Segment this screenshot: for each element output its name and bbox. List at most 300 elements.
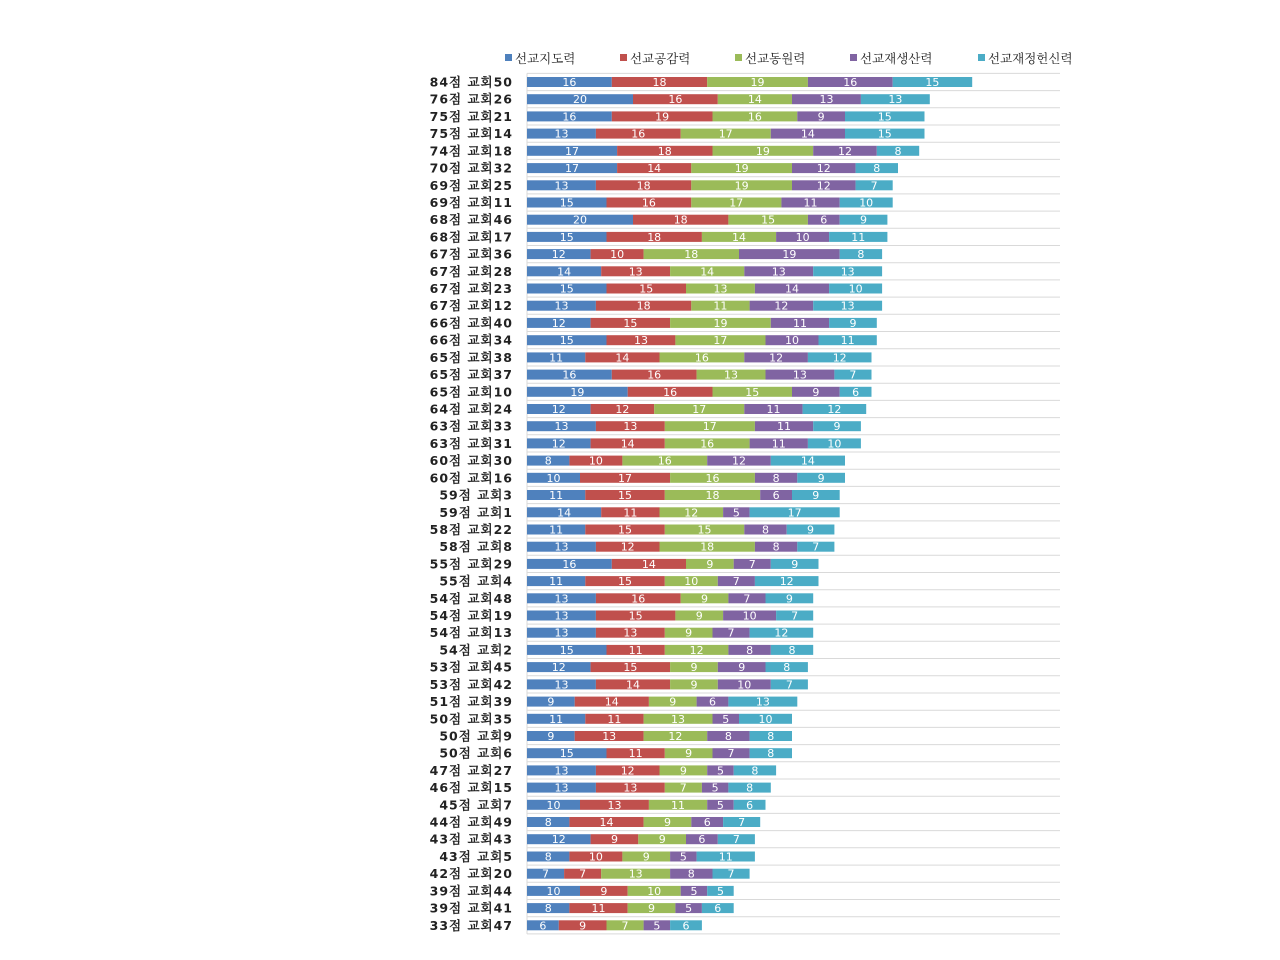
legend-label: 선교재생산력 — [860, 51, 933, 66]
data-label: 15 — [761, 213, 776, 227]
data-label: 7 — [785, 678, 793, 692]
data-label: 15 — [559, 334, 574, 348]
legend-label: 선교재정헌신력 — [988, 51, 1073, 66]
category-label: 43점 교회43 — [429, 831, 513, 847]
data-label: 9 — [817, 471, 825, 485]
category-label: 58점 교회22 — [429, 522, 513, 537]
data-label: 7 — [791, 609, 799, 623]
data-label: 15 — [925, 76, 940, 89]
data-label: 7 — [732, 833, 740, 847]
category-label: 39점 교회44 — [429, 883, 513, 899]
category-label: 42점 교회20 — [429, 866, 513, 882]
data-label: 10 — [588, 850, 603, 864]
category-label: 44점 교회49 — [429, 814, 513, 830]
data-label: 10 — [785, 334, 799, 348]
data-label: 13 — [554, 678, 569, 692]
data-label: 8 — [687, 867, 695, 881]
category-label: 46점 교회15 — [429, 780, 513, 796]
category-label: 54점 교회2 — [439, 642, 513, 658]
data-label: 13 — [554, 127, 569, 141]
data-label: 11 — [718, 850, 733, 864]
data-label: 11 — [549, 489, 564, 502]
data-label: 10 — [588, 454, 603, 468]
category-label: 60점 교회30 — [429, 453, 513, 469]
legend-label: 선교지도력 — [515, 51, 576, 66]
data-label: 13 — [888, 93, 903, 107]
category-label: 67점 교회23 — [429, 281, 513, 296]
category-label: 70점 교회32 — [429, 160, 513, 176]
data-label: 7 — [727, 867, 735, 881]
data-label: 8 — [544, 816, 552, 829]
data-label: 8 — [894, 144, 902, 158]
data-label: 16 — [562, 368, 577, 382]
category-label: 64점 교회24 — [429, 401, 513, 417]
data-label: 13 — [840, 299, 855, 313]
data-label: 8 — [724, 730, 732, 743]
data-label: 13 — [554, 299, 569, 313]
data-label: 12 — [684, 506, 699, 520]
data-label: 17 — [713, 334, 728, 348]
data-label: 6 — [682, 919, 690, 933]
data-label: 12 — [779, 575, 794, 589]
data-label: 12 — [615, 403, 630, 416]
data-label: 11 — [840, 334, 855, 348]
data-label: 13 — [554, 420, 569, 434]
data-label: 13 — [554, 781, 569, 795]
data-label: 11 — [628, 747, 643, 761]
data-label: 11 — [549, 523, 564, 537]
data-label: 5 — [679, 850, 687, 864]
data-label: 9 — [669, 695, 677, 709]
category-label: 60점 교회16 — [429, 470, 513, 486]
category-label: 53점 교회45 — [429, 659, 513, 675]
data-label: 14 — [800, 127, 815, 141]
category-label: 39점 교회41 — [429, 900, 513, 916]
category-label: 55점 교회4 — [439, 573, 513, 589]
data-label: 13 — [771, 265, 786, 279]
data-label: 13 — [755, 695, 770, 709]
data-label: 16 — [668, 93, 683, 107]
category-label: 63점 교회31 — [429, 435, 513, 451]
data-label: 12 — [816, 162, 831, 176]
data-label: 11 — [591, 902, 606, 916]
data-label: 13 — [623, 781, 638, 795]
category-label: 59점 교회3 — [439, 487, 513, 503]
data-label: 13 — [623, 420, 638, 434]
data-label: 14 — [620, 437, 635, 451]
data-label: 16 — [562, 110, 577, 124]
data-label: 5 — [717, 884, 724, 898]
data-label: 15 — [618, 575, 632, 589]
category-label: 67점 교회36 — [429, 246, 513, 262]
data-label: 12 — [816, 179, 831, 193]
data-label: 15 — [628, 609, 643, 623]
data-label: 17 — [729, 196, 744, 210]
data-label: 12 — [769, 351, 784, 365]
data-label: 13 — [840, 265, 855, 279]
data-label: 12 — [551, 403, 566, 416]
data-label: 9 — [664, 816, 671, 829]
data-label: 12 — [832, 351, 847, 365]
data-label: 8 — [762, 523, 769, 537]
data-label: 18 — [636, 299, 651, 313]
data-label: 10 — [848, 282, 863, 296]
data-label: 16 — [562, 76, 577, 89]
data-label: 8 — [544, 454, 552, 468]
data-label: 7 — [812, 540, 820, 554]
data-label: 15 — [697, 523, 712, 537]
data-label: 7 — [870, 179, 878, 193]
data-label: 13 — [554, 179, 569, 193]
data-label: 8 — [788, 643, 796, 657]
category-label: 33점 교회47 — [429, 917, 513, 933]
data-label: 15 — [745, 385, 760, 399]
data-label: 14 — [785, 282, 799, 296]
data-label: 19 — [782, 248, 797, 262]
data-label: 15 — [618, 523, 632, 537]
category-label: 63점 교회33 — [429, 418, 513, 434]
data-label: 10 — [647, 884, 662, 898]
data-label: 13 — [792, 368, 807, 382]
data-label: 9 — [600, 884, 608, 898]
category-label: 76점 교회26 — [429, 91, 513, 107]
legend-label: 선교동원력 — [745, 51, 806, 66]
data-label: 20 — [573, 93, 587, 107]
data-label: 10 — [546, 471, 561, 485]
data-label: 19 — [734, 162, 749, 176]
data-label: 16 — [694, 351, 709, 365]
data-label: 9 — [658, 833, 666, 847]
data-label: 10 — [610, 248, 625, 262]
data-label: 13 — [607, 798, 622, 812]
legend-swatch — [850, 54, 857, 61]
data-label: 15 — [877, 110, 892, 124]
data-label: 6 — [698, 833, 706, 847]
category-label: 66점 교회34 — [429, 332, 513, 348]
data-label: 15 — [559, 643, 574, 657]
data-label: 17 — [718, 127, 733, 141]
data-label: 13 — [634, 334, 648, 348]
data-label: 14 — [800, 454, 815, 468]
data-label: 14 — [557, 265, 572, 279]
data-label: 5 — [722, 712, 730, 726]
legend-swatch — [978, 54, 985, 61]
data-label: 7 — [727, 747, 735, 761]
data-label: 11 — [793, 316, 807, 330]
category-label: 55점 교회29 — [429, 556, 513, 572]
data-label: 9 — [685, 747, 693, 761]
category-label: 68점 교회17 — [429, 229, 513, 245]
category-label: 51점 교회39 — [429, 694, 513, 710]
data-label: 14 — [604, 695, 619, 709]
data-label: 13 — [819, 93, 834, 107]
data-label: 13 — [554, 626, 569, 640]
data-label: 18 — [700, 540, 715, 554]
data-label: 7 — [732, 575, 740, 589]
data-label: 9 — [611, 833, 618, 847]
data-label: 12 — [620, 540, 635, 554]
category-label: 75점 교회14 — [429, 126, 513, 142]
data-label: 14 — [615, 351, 630, 365]
data-label: 9 — [547, 730, 555, 743]
data-label: 15 — [559, 747, 574, 761]
data-label: 12 — [551, 661, 566, 675]
data-label: 9 — [648, 902, 655, 916]
data-label: 5 — [732, 506, 740, 520]
data-label: 13 — [554, 540, 569, 554]
category-label: 43점 교회5 — [439, 849, 513, 864]
data-label: 7 — [727, 626, 735, 640]
category-label: 50점 교회9 — [439, 728, 513, 744]
data-label: 14 — [626, 678, 640, 692]
category-label: 84점 교회50 — [429, 74, 513, 90]
category-label: 69점 교회11 — [429, 195, 513, 210]
data-label: 16 — [843, 76, 858, 89]
data-label: 11 — [851, 230, 866, 244]
data-label: 18 — [673, 213, 688, 227]
data-label: 14 — [700, 265, 715, 279]
data-label: 13 — [554, 609, 569, 623]
data-label: 8 — [783, 661, 791, 675]
category-label: 54점 교회13 — [429, 625, 513, 641]
data-label: 9 — [690, 661, 698, 675]
data-label: 9 — [860, 213, 867, 227]
data-label: 16 — [641, 196, 656, 210]
category-label: 58점 교회8 — [439, 539, 513, 555]
data-label: 19 — [734, 179, 749, 193]
data-label: 11 — [549, 575, 564, 589]
data-label: 8 — [767, 747, 775, 761]
data-label: 6 — [772, 489, 780, 502]
data-label: 11 — [777, 420, 791, 434]
data-label: 8 — [544, 850, 552, 864]
category-labels — [430, 75, 513, 933]
data-label: 10 — [742, 609, 757, 623]
data-label: 18 — [636, 179, 651, 193]
data-label: 7 — [679, 781, 687, 795]
data-label: 10 — [795, 230, 810, 244]
data-label: 13 — [623, 626, 638, 640]
data-label: 12 — [827, 403, 842, 416]
data-label: 11 — [713, 299, 728, 313]
data-label: 18 — [647, 230, 662, 244]
data-label: 6 — [852, 385, 860, 399]
category-label: 54점 교회19 — [429, 608, 513, 623]
data-label: 11 — [549, 712, 564, 726]
data-label: 11 — [771, 437, 786, 451]
data-label: 9 — [807, 523, 814, 537]
data-label: 16 — [631, 592, 646, 606]
data-label: 9 — [695, 609, 703, 623]
data-label: 11 — [623, 506, 638, 520]
data-label: 9 — [833, 420, 841, 434]
data-label: 15 — [639, 282, 654, 296]
data-label: 9 — [812, 489, 820, 502]
data-label: 8 — [772, 471, 780, 485]
data-label: 12 — [668, 730, 683, 743]
data-label: 9 — [791, 557, 799, 571]
category-label: 50점 교회6 — [439, 745, 513, 761]
data-label: 7 — [748, 557, 756, 571]
category-label: 66점 교회40 — [429, 315, 513, 331]
data-label: 9 — [642, 850, 650, 864]
data-label: 10 — [546, 884, 561, 898]
data-label: 13 — [602, 730, 617, 743]
data-label: 12 — [732, 454, 746, 468]
data-label: 17 — [565, 162, 579, 176]
data-label: 12 — [774, 626, 789, 640]
data-label: 5 — [690, 884, 698, 898]
data-label: 12 — [551, 437, 566, 451]
data-label: 16 — [747, 110, 762, 124]
category-label: 47점 교회27 — [429, 762, 513, 778]
data-label: 18 — [657, 144, 672, 158]
data-label: 15 — [559, 196, 574, 210]
data-label: 13 — [554, 592, 569, 606]
data-label: 12 — [838, 144, 852, 158]
data-label: 7 — [743, 592, 751, 606]
data-label: 14 — [747, 93, 762, 107]
data-label: 14 — [599, 816, 614, 829]
data-label: 9 — [812, 385, 820, 399]
data-label: 12 — [551, 316, 566, 330]
data-label: 9 — [817, 110, 825, 124]
data-label: 9 — [547, 695, 555, 709]
data-label: 19 — [755, 144, 770, 158]
data-label: 7 — [849, 368, 857, 382]
bars — [527, 76, 972, 932]
data-label: 6 — [746, 798, 754, 812]
data-label: 13 — [628, 867, 643, 881]
category-label: 50점 교회35 — [429, 711, 513, 727]
data-label: 5 — [716, 798, 724, 812]
data-label: 14 — [647, 162, 662, 176]
data-label: 15 — [559, 282, 574, 296]
data-label: 17 — [565, 144, 579, 158]
legend-swatch — [505, 54, 512, 61]
category-label: 67점 교회28 — [429, 263, 513, 279]
data-label: 9 — [579, 919, 587, 933]
data-label: 11 — [549, 351, 564, 365]
data-label: 10 — [859, 196, 874, 210]
data-label: 14 — [641, 557, 656, 571]
legend-label: 선교공감력 — [630, 51, 691, 66]
data-label: 10 — [827, 437, 842, 451]
data-label: 8 — [751, 764, 759, 778]
data-label: 7 — [621, 919, 629, 933]
category-label: 65점 교회10 — [429, 384, 513, 400]
data-label: 16 — [647, 368, 662, 382]
data-label: 20 — [573, 213, 587, 227]
data-label: 10 — [737, 678, 752, 692]
data-label: 9 — [701, 592, 708, 606]
data-label: 6 — [709, 695, 716, 709]
data-label: 11 — [803, 196, 818, 210]
data-label: 17 — [692, 403, 707, 416]
data-label: 6 — [714, 902, 722, 916]
data-label: 14 — [732, 230, 746, 244]
category-label: 59점 교회1 — [439, 504, 513, 520]
data-label: 7 — [579, 867, 587, 881]
data-label: 15 — [623, 661, 638, 675]
data-label: 5 — [685, 902, 693, 916]
data-label: 8 — [772, 540, 780, 554]
legend-swatch — [620, 54, 627, 61]
data-label: 13 — [671, 712, 685, 726]
data-label: 8 — [746, 643, 754, 657]
data-label: 13 — [724, 368, 738, 382]
data-label: 17 — [787, 506, 802, 520]
category-label: 65점 교회38 — [429, 349, 513, 365]
data-label: 9 — [849, 316, 857, 330]
data-label: 12 — [689, 643, 704, 657]
category-label: 75점 교회21 — [429, 108, 513, 124]
data-label: 8 — [767, 730, 775, 743]
data-label: 16 — [562, 557, 577, 571]
data-label: 16 — [657, 454, 672, 468]
data-label: 16 — [631, 127, 646, 141]
data-label: 16 — [663, 385, 678, 399]
data-label: 19 — [655, 110, 670, 124]
category-label: 69점 교회25 — [429, 177, 513, 193]
data-label: 9 — [679, 764, 687, 778]
data-label: 9 — [690, 678, 698, 692]
data-label: 6 — [703, 816, 711, 829]
data-label: 19 — [570, 385, 585, 399]
data-label: 5 — [711, 781, 719, 795]
data-label: 17 — [618, 471, 632, 485]
data-label: 12 — [551, 248, 566, 262]
data-label: 12 — [551, 833, 566, 847]
data-label: 8 — [746, 781, 754, 795]
data-label: 13 — [713, 282, 728, 296]
data-label: 7 — [738, 816, 746, 829]
data-label: 19 — [750, 76, 765, 89]
data-label: 11 — [628, 643, 643, 657]
data-label: 17 — [702, 420, 717, 434]
data-label: 15 — [877, 127, 892, 141]
data-label: 8 — [544, 902, 552, 916]
category-label: 45점 교회7 — [439, 797, 513, 813]
legend — [505, 51, 1073, 66]
data-label: 16 — [700, 437, 715, 451]
data-label: 13 — [628, 265, 643, 279]
data-label: 18 — [684, 248, 699, 262]
data-label: 12 — [774, 299, 789, 313]
data-label: 11 — [766, 403, 781, 416]
data-label: 8 — [857, 248, 865, 262]
data-label: 18 — [705, 489, 720, 502]
data-label: 6 — [539, 919, 547, 933]
data-label: 19 — [713, 316, 728, 330]
data-label: 15 — [623, 316, 638, 330]
data-label: 11 — [671, 798, 685, 812]
data-label: 18 — [652, 76, 667, 89]
data-label: 9 — [738, 661, 746, 675]
data-label: 15 — [559, 230, 574, 244]
data-label: 9 — [685, 626, 693, 640]
data-label: 12 — [620, 764, 635, 778]
category-label: 68점 교회46 — [429, 212, 513, 228]
data-label: 16 — [705, 471, 720, 485]
data-label: 5 — [717, 764, 724, 778]
category-label: 65점 교회37 — [429, 367, 513, 383]
legend-swatch — [735, 54, 742, 61]
data-label: 9 — [785, 592, 793, 606]
data-label: 10 — [684, 575, 699, 589]
category-label: 74점 교회18 — [429, 143, 513, 159]
data-label: 10 — [758, 712, 773, 726]
